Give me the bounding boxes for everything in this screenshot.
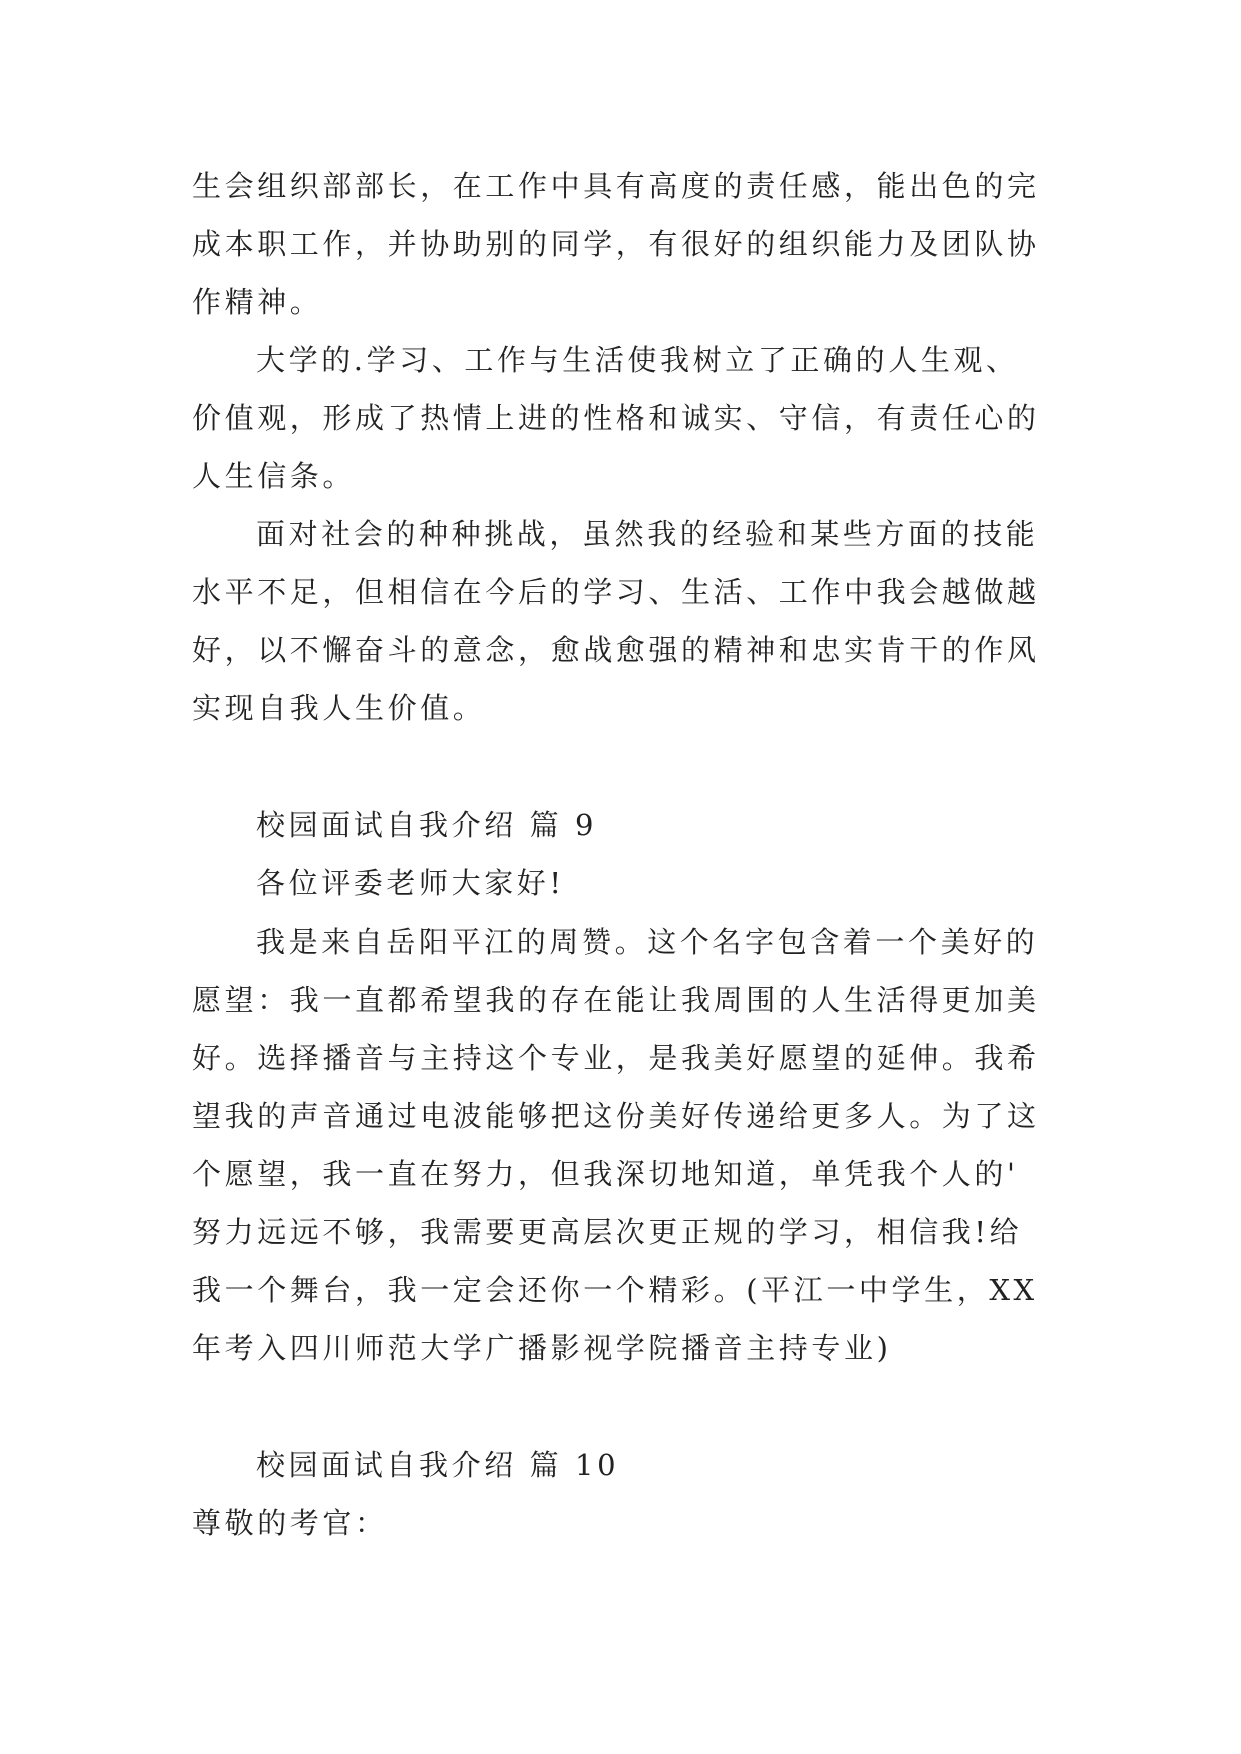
text-line: 生会组织部部长，在工作中具有高度的责任感，能出色的完 xyxy=(192,169,1040,203)
text-line: 我是来自岳阳平江的周赞。这个名字包含着一个美好的 xyxy=(256,925,1039,959)
text-line: 价值观，形成了热情上进的性格和诚实、守信，有责任心的 xyxy=(192,401,1040,435)
text-line: 人生信条。 xyxy=(192,459,356,493)
section-heading: 校园面试自我介绍 篇 9 xyxy=(256,808,598,842)
text-line: 努力远远不够，我需要更高层次更正规的学习，相信我!给 xyxy=(192,1215,1023,1249)
text-line: 面对社会的种种挑战，虽然我的经验和某些方面的技能 xyxy=(256,517,1039,551)
text-line: 愿望：我一直都希望我的存在能让我周围的人生活得更加美 xyxy=(192,983,1040,1017)
text-line: 年考入四川师范大学广播影视学院播音主持专业) xyxy=(192,1331,892,1365)
text-line: 个愿望，我一直在努力，但我深切地知道，单凭我个人的' xyxy=(192,1157,1019,1191)
text-line: 实现自我人生价值。 xyxy=(192,691,486,725)
text-line: 我一个舞台，我一定会还你一个精彩。(平江一中学生，XX xyxy=(192,1273,1038,1307)
text-line: 作精神。 xyxy=(192,285,323,319)
text-line: 尊敬的考官： xyxy=(192,1506,388,1540)
text-line: 好，以不懈奋斗的意念，愈战愈强的精神和忠实肯干的作风 xyxy=(192,633,1040,667)
section-heading: 校园面试自我介绍 篇 10 xyxy=(256,1448,620,1482)
text-line: 大学的.学习、工作与生活使我树立了正确的人生观、 xyxy=(256,343,1019,377)
text-line: 水平不足，但相信在今后的学习、生活、工作中我会越做越 xyxy=(192,575,1040,609)
text-line: 好。选择播音与主持这个专业，是我美好愿望的延伸。我希 xyxy=(192,1041,1040,1075)
text-line: 成本职工作，并协助别的同学，有很好的组织能力及团队协 xyxy=(192,227,1040,261)
text-line: 望我的声音通过电波能够把这份美好传递给更多人。为了这 xyxy=(192,1099,1040,1133)
text-line: 各位评委老师大家好! xyxy=(256,866,565,900)
